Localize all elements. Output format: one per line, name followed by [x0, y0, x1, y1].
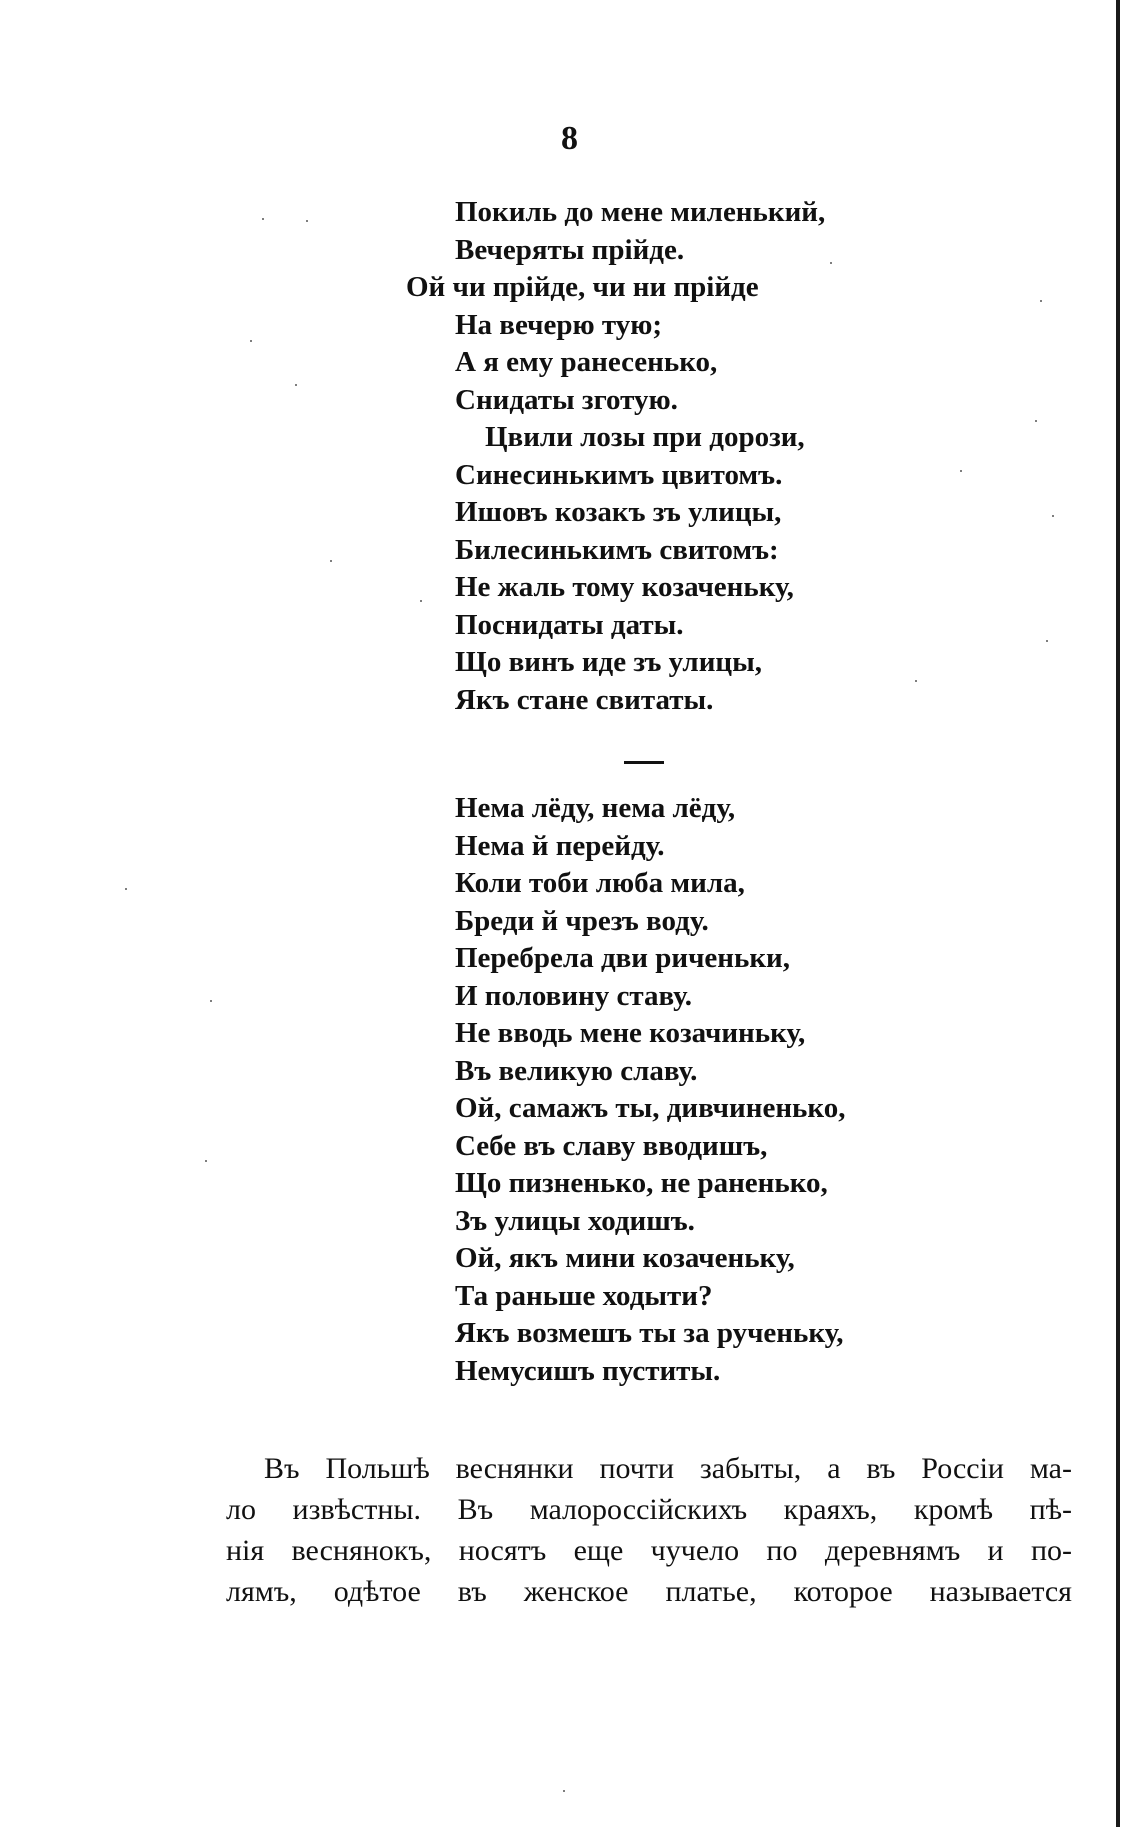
verse-line: Не вводь мене козачиньку, [455, 1017, 806, 1049]
verse-line: Снидаты зготую. [455, 383, 678, 416]
scan-speck [250, 340, 252, 342]
verse-line: Ой, якъ мини козаченьку, [455, 1242, 795, 1274]
poem-stanza-2 [455, 790, 845, 1390]
verse-line: Поснидаты даты. [455, 608, 684, 641]
scan-speck [1046, 640, 1048, 642]
scan-speck [915, 680, 917, 682]
poem-stanza-1 [406, 194, 826, 719]
prose-line: ло извѣстны. Въ малороссійскихъ краяхъ, кромѣ пѣ- [226, 1493, 1072, 1526]
verse-line: Нема лёду, нема лёду, [455, 792, 736, 824]
prose-paragraph [226, 1448, 1072, 1612]
verse-line: Въ великую славу. [455, 1054, 698, 1087]
scan-speck [1035, 420, 1037, 422]
verse-line: Синесинькимъ цвитомъ. [455, 458, 783, 491]
verse-line: Ой, самажъ ты, дивчиненько, [455, 1092, 846, 1124]
verse-line: Билесинькимъ свитомъ: [455, 533, 779, 566]
scan-speck [295, 384, 297, 386]
prose-line: нія веснянокъ, носятъ еще чучело по деревнямъ и по- [226, 1534, 1072, 1567]
page-number: 8 [561, 120, 579, 157]
scan-speck [205, 1160, 207, 1162]
stanza-separator [624, 761, 664, 764]
verse-line: Та раньше ходыти? [455, 1279, 713, 1312]
verse-line: Ишовъ козакъ зъ улицы, [455, 496, 782, 528]
verse-line: Що винъ иде зъ улицы, [455, 646, 763, 678]
verse-line: Бреди й чрезъ воду. [455, 904, 709, 937]
verse-line: Себе въ славу вводишъ, [455, 1129, 768, 1162]
verse-line: Що пизненько, не раненько, [455, 1167, 828, 1199]
scan-speck [830, 262, 832, 264]
prose-line: лямъ, одѣтое въ женское платье, которое называется [226, 1575, 1072, 1608]
verse-line: Коли тоби люба мила, [455, 867, 745, 899]
scan-speck [420, 600, 422, 602]
verse-line: А я ему ранесенько, [455, 346, 718, 378]
scan-speck [330, 560, 332, 562]
verse-line: Ой чи прійде, чи ни прійде [406, 271, 759, 303]
prose-line: Въ Польшѣ веснянки почти забыты, а въ Россіи ма- [264, 1452, 1072, 1485]
verse-line: Нема й перейду. [455, 829, 665, 862]
scan-speck [1040, 300, 1042, 302]
verse-line: Зъ улицы ходишъ. [455, 1204, 695, 1237]
verse-line: Якъ возмешъ ты за рученьку, [455, 1317, 844, 1349]
scan-speck [125, 888, 127, 890]
verse-line: Перебрела дви риченьки, [455, 942, 791, 974]
page-edge-border [1116, 0, 1120, 1827]
scan-speck [306, 220, 308, 222]
scan-speck [1052, 515, 1054, 517]
verse-line: И половину ставу. [455, 979, 692, 1012]
scan-speck [563, 1790, 565, 1792]
verse-line: Вечеряты прійде. [455, 233, 685, 266]
verse-line: Покиль до мене миленький, [455, 196, 826, 228]
scan-speck [210, 1000, 212, 1002]
scan-speck [960, 470, 962, 472]
verse-line: Немусишъ пуститы. [455, 1354, 721, 1387]
scan-speck [262, 218, 264, 220]
verse-line: Не жаль тому козаченьку, [455, 571, 794, 603]
verse-line: На вечерю тую; [455, 308, 663, 341]
verse-line: Цвили лозы при дорози, [485, 421, 805, 453]
verse-line: Якъ стане свитаты. [455, 683, 714, 716]
